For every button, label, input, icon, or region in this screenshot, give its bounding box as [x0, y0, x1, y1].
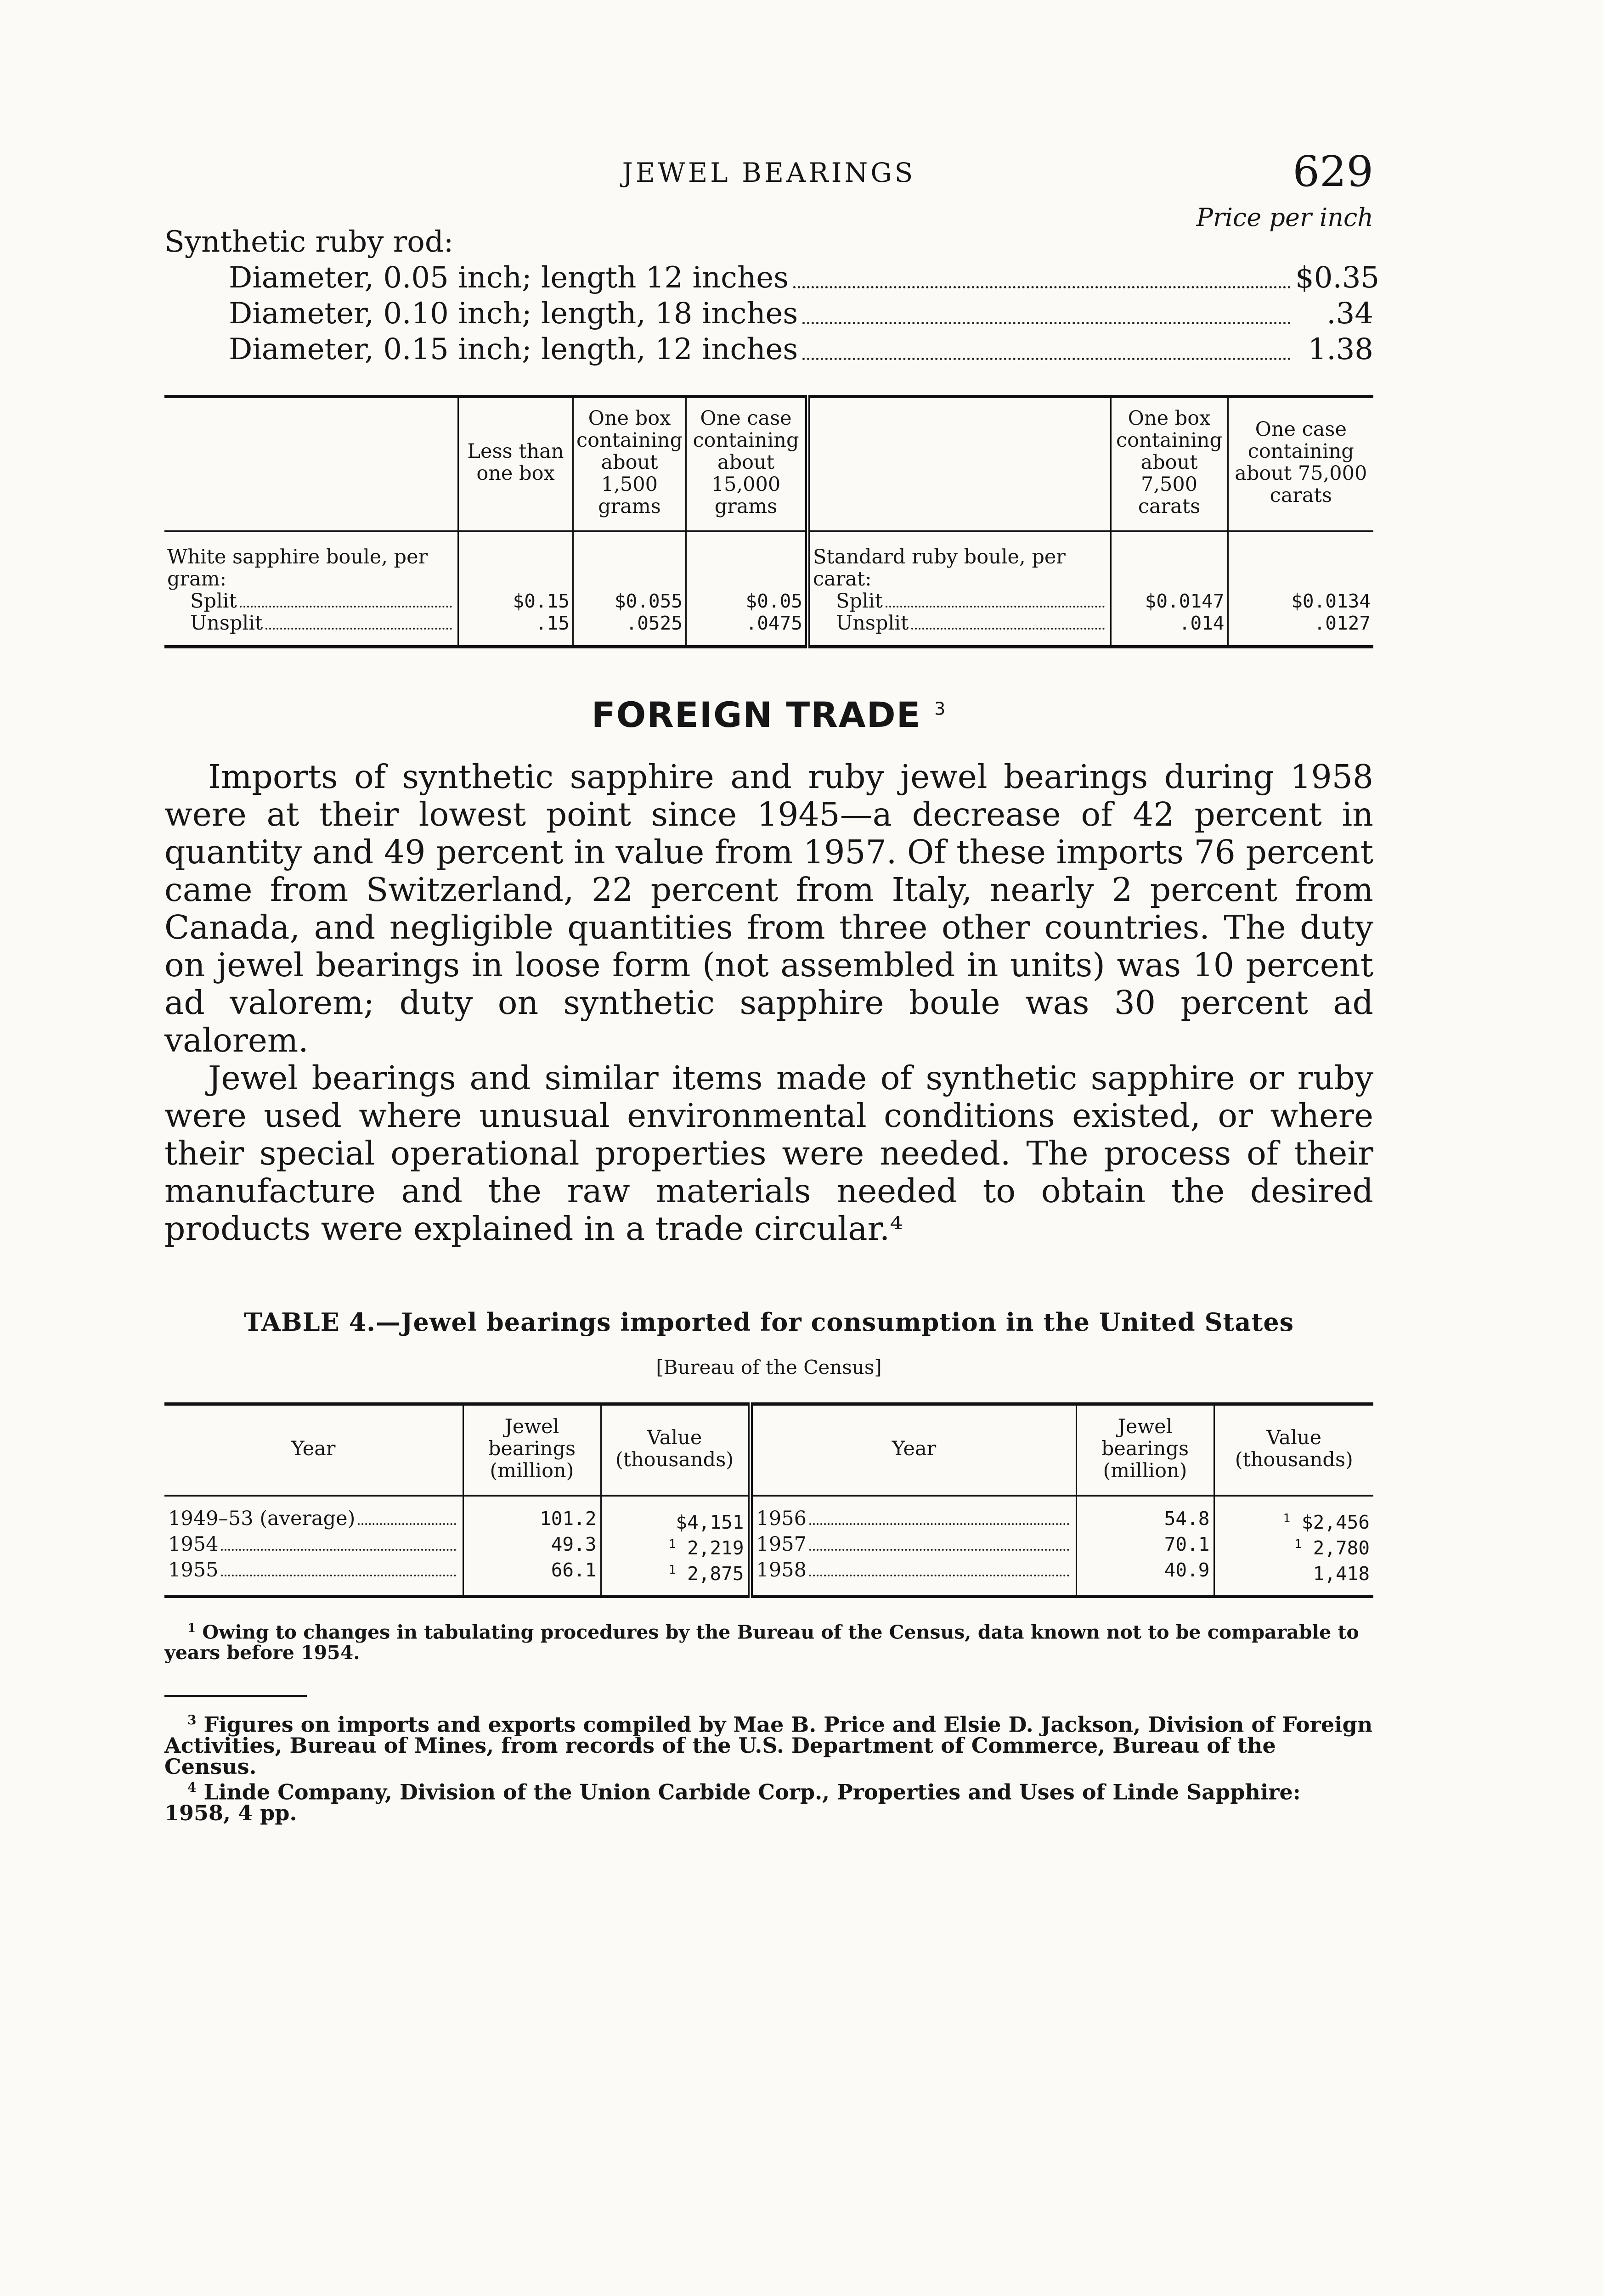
- table-cell: $0.0147 .014: [1111, 531, 1228, 647]
- value-cell: $^1$ 2,875: [601, 1559, 750, 1597]
- page-footnote: $^4$ Linde Company, Division of the Union Carbide Corp., Properties and Uses of Linde Sapphire: 1958, 4 pp.: [164, 1779, 1301, 1826]
- rod-price: $0.35: [1295, 261, 1380, 295]
- table-cell: $0.055 .0525: [573, 531, 686, 647]
- bearings-cell: 101.2: [463, 1496, 601, 1533]
- year-cell: 1949–53 (average): [164, 1496, 463, 1533]
- jewel-bearings-imports-table: [164, 1402, 1373, 1598]
- leader-dots: [240, 606, 452, 608]
- column-header: Value (thousands): [601, 1404, 750, 1496]
- table-row: [164, 1559, 1373, 1597]
- table-row: [164, 1496, 1373, 1533]
- stub-line: [813, 590, 1107, 612]
- leader-dots: [911, 628, 1104, 630]
- value-cell: $4,151: [601, 1496, 750, 1533]
- year-cell: 1956: [750, 1496, 1076, 1533]
- row-label: Split: [190, 590, 237, 613]
- body-paragraph: Jewel bearings and similar items made of synthetic sapphire or ruby were used where unusual environmental conditions existed, or where their special operational properties were needed. The process of their manufacture and the raw materials needed to obtain the desired products were explained in a trade circular.⁴: [164, 1059, 1373, 1248]
- row-label: Unsplit: [835, 612, 909, 635]
- column-header: One box containing about 7,500 carats: [1111, 397, 1228, 532]
- column-header: Year: [750, 1404, 1076, 1496]
- leader-dots: [802, 322, 1291, 324]
- column-header: Less than one box: [458, 397, 573, 532]
- table-source: [Bureau of the Census]: [656, 1356, 882, 1379]
- rod-row: [164, 332, 1373, 367]
- rod-label: Synthetic ruby rod:: [164, 225, 454, 259]
- column-header: Jewel bearings (million): [1076, 1404, 1214, 1496]
- row-stub: [164, 531, 458, 647]
- year-cell: 1954: [164, 1533, 463, 1559]
- table-title: TABLE 4.—Jewel bearings imported for consumption in the United States: [243, 1307, 1294, 1337]
- column-header: Value (thousands): [1214, 1404, 1373, 1496]
- leader-dots: [221, 1549, 456, 1551]
- body-paragraph: Imports of synthetic sapphire and ruby jewel bearings during 1958 were at their lowest point since 1945—a decrease of 42 percent in quantity and 49 percent in value from 1957. Of these imports 76 percent came from Switzerland, 22 percent from Italy, nearly 2 percent from Canada, and negligible quantities from three other countries. The duty on jewel bearings in loose form (not assembled in units) was 10 percent ad valorem; duty on synthetic sapphire boule was 30 percent ad valorem.: [164, 758, 1373, 1059]
- leader-dots: [221, 1575, 456, 1576]
- table-cell: $0.0134 .0127: [1228, 531, 1373, 647]
- section-heading: FOREIGN TRADE $^3$: [591, 694, 947, 735]
- leader-dots: [265, 628, 452, 630]
- rod-price-list: [164, 203, 1380, 367]
- row-label: Split: [835, 590, 883, 613]
- table-cell: $0.05 .0475: [686, 531, 807, 647]
- stub-title: Standard ruby boule, per carat:: [813, 546, 1066, 591]
- price-per-inch-header: Price per inch: [1196, 203, 1373, 232]
- rod-row: [164, 296, 1373, 332]
- column-header: One case containing about 75,000 carats: [1228, 397, 1373, 532]
- bearings-cell: 40.9: [1076, 1559, 1214, 1597]
- leader-dots: [809, 1549, 1069, 1551]
- bearings-cell: 66.1: [463, 1559, 601, 1597]
- column-header: Jewel bearings (million): [463, 1404, 601, 1496]
- stub-line: [813, 612, 1107, 634]
- bearings-cell: 54.8: [1076, 1496, 1214, 1533]
- rod-price: .34: [1326, 297, 1373, 331]
- table-footnote: $^1$ Owing to changes in tabulating procedures by the Bureau of the Census, data known not to be comparable to years before 1954.: [164, 1621, 1359, 1664]
- document-page: [164, 147, 1380, 1826]
- leader-dots: [886, 606, 1105, 608]
- rod-desc: Diameter, 0.05 inch; length 12 inches: [229, 261, 789, 295]
- running-title: JEWEL BEARINGS: [622, 157, 916, 188]
- year-cell: 1957: [750, 1533, 1076, 1559]
- value-cell: $^1$ $2,456: [1214, 1496, 1373, 1533]
- footnote-ref: 3: [934, 698, 947, 719]
- row-label: Unsplit: [190, 612, 263, 635]
- boule-price-table: [164, 395, 1373, 648]
- leader-dots: [809, 1575, 1069, 1576]
- value-cell: $^1$ 2,780: [1214, 1533, 1373, 1559]
- page-number: 629: [1293, 147, 1373, 196]
- table-row: [164, 1533, 1373, 1559]
- rod-price: 1.38: [1308, 332, 1373, 366]
- leader-dots: [793, 286, 1291, 288]
- rod-row: [164, 260, 1380, 296]
- bearings-cell: 49.3: [463, 1533, 601, 1559]
- table-row: [164, 531, 1373, 647]
- page-header: [164, 147, 1373, 202]
- column-header: One box containing about 1,500 grams: [573, 397, 686, 532]
- stub-header: [807, 397, 1111, 532]
- bearings-cell: 70.1: [1076, 1533, 1214, 1559]
- table-cell: $0.15 .15: [458, 531, 573, 647]
- leader-dots: [802, 358, 1291, 360]
- value-cell: 1,418: [1214, 1559, 1373, 1597]
- stub-header: [164, 397, 458, 532]
- footnote-rule: [164, 1695, 307, 1697]
- value-cell: $^1$ 2,219: [601, 1533, 750, 1559]
- row-stub: [807, 531, 1111, 647]
- leader-dots: [358, 1523, 456, 1525]
- stub-line: [167, 612, 455, 634]
- stub-line: [167, 590, 455, 612]
- page-footnote: $^3$ Figures on imports and exports compiled by Mae B. Price and Elsie D. Jackson, Division of Foreign Activities, Bureau of Mines, from records of the U.S. Department of Commerce, Bureau of the Census.: [164, 1711, 1373, 1779]
- rod-desc: Diameter, 0.10 inch; length, 18 inches: [229, 297, 798, 331]
- column-header: Year: [164, 1404, 463, 1496]
- column-header: One case containing about 15,000 grams: [686, 397, 807, 532]
- year-cell: 1955: [164, 1559, 463, 1597]
- rod-desc: Diameter, 0.15 inch; length, 12 inches: [229, 332, 798, 366]
- leader-dots: [809, 1523, 1069, 1525]
- year-cell: 1958: [750, 1559, 1076, 1597]
- stub-title: White sapphire boule, per gram:: [167, 546, 428, 591]
